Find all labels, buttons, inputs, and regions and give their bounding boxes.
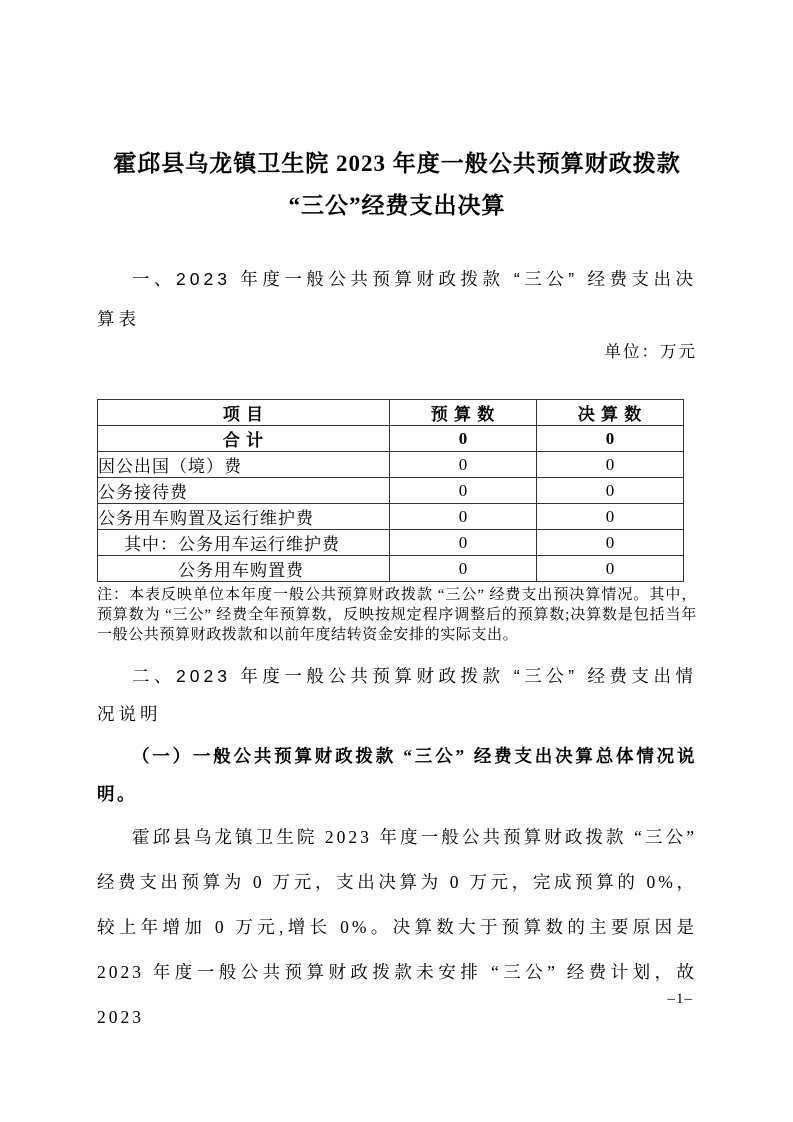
row-label-total: 合 计 (98, 426, 390, 452)
column-header-final: 决 算 数 (537, 400, 684, 426)
final-value-vehicle-maintenance: 0 (537, 530, 684, 556)
table-row-total (98, 426, 684, 452)
table-row-vehicle-maintenance (98, 530, 684, 556)
page-number: –1– (667, 991, 693, 1007)
table-row-vehicle-total (98, 504, 684, 530)
sangong-expense-table (97, 399, 684, 582)
row-label-reception: 公务接待费 (98, 478, 390, 504)
table-row-vehicle-purchase (98, 556, 684, 582)
final-value-total: 0 (537, 426, 684, 452)
column-header-budget: 预 算 数 (390, 400, 537, 426)
final-value-abroad: 0 (537, 452, 684, 478)
column-header-item: 项 目 (98, 400, 390, 426)
section-1-heading: 一、2023 年度一般公共预算财政拨款 “三公” 经费支出决算表 (97, 269, 697, 329)
budget-value-vehicle-total: 0 (390, 504, 537, 530)
budget-value-abroad: 0 (390, 452, 537, 478)
budget-value-total: 0 (390, 426, 537, 452)
final-value-vehicle-purchase: 0 (537, 556, 684, 582)
section-2-heading: 二、2023 年度一般公共预算财政拨款 “三公” 经费支出情况说明 (97, 666, 697, 724)
table-note: 注：本表反映单位本年度一般公共预算财政拨款 “三公” 经费支出预决算情况。其中，预算数为 “三公” 经费全年预算数，反映按规定程序调整后的预算数;决算数是包括当年一般公共预算财政拨款和以前年度结转资金安排的实际支出。 (97, 587, 697, 643)
final-value-reception: 0 (537, 478, 684, 504)
table-row-abroad (98, 452, 684, 478)
row-label-vehicle-purchase: 公务用车购置费 (98, 556, 390, 582)
subsection-1-heading: （一）一般公共预算财政拨款 “三公” 经费支出决算总体情况说明。 (97, 746, 697, 804)
page-title: 霍邱县乌龙镇卫生院 2023 年度一般公共预算财政拨款“三公”经费支出决算 (113, 151, 681, 218)
row-label-vehicle-maintenance: 其中：公务用车运行维护费 (98, 530, 390, 556)
budget-value-vehicle-purchase: 0 (390, 556, 537, 582)
final-value-vehicle-total: 0 (537, 504, 684, 530)
budget-value-vehicle-maintenance: 0 (390, 530, 537, 556)
budget-value-reception: 0 (390, 478, 537, 504)
body-paragraph: 霍邱县乌龙镇卫生院 2023 年度一般公共预算财政拨款 “三公” 经费支出预算为 0 万元，支出决算为 0 万元，完成预算的 0%，较上年增加 0 万元,增长 0%。决算数大于预算数的主要原因是 2023 年度一般公共预算财政拨款未安排 “三公” 经费计划，故 2023 (97, 827, 697, 1027)
table-header-row (98, 400, 684, 426)
row-label-vehicle-total: 公务用车购置及运行维护费 (98, 504, 390, 530)
unit-label: 单位：万元 (604, 342, 697, 361)
table-row-reception (98, 478, 684, 504)
row-label-abroad: 因公出国（境）费 (98, 452, 390, 478)
